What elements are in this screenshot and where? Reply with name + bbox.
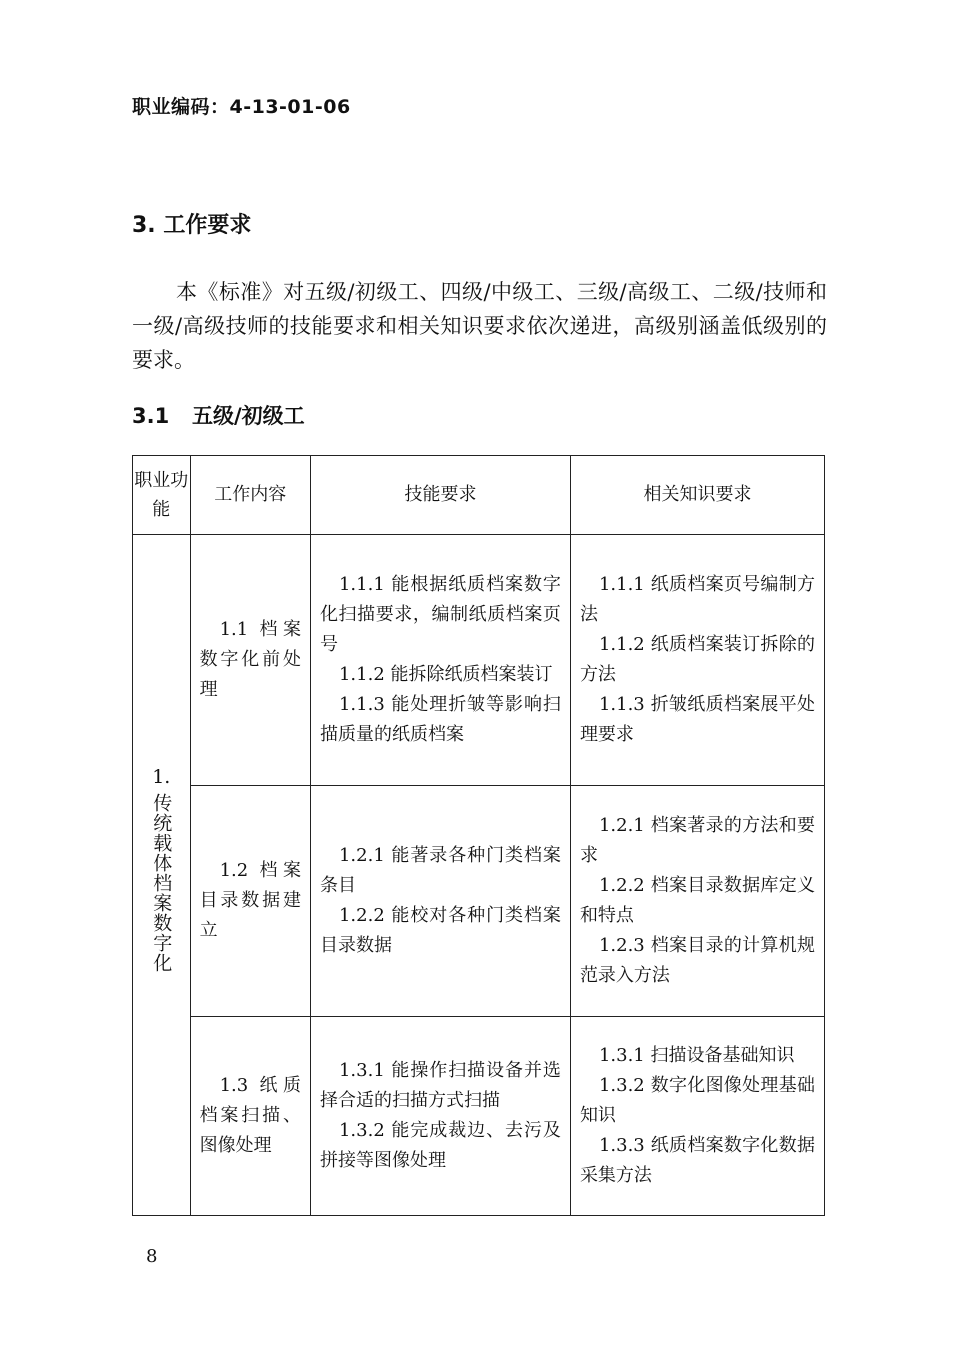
work-content: 1.3 纸质档案扫描、图像处理 bbox=[199, 1075, 301, 1156]
skill-item: 1.1.2 能拆除纸质档案装订 bbox=[338, 664, 553, 685]
skill-item: 1.2.2 能校对各种门类档案目录数据 bbox=[319, 905, 561, 956]
function-number: 1. bbox=[152, 766, 171, 788]
intro-paragraph: 本《标准》对五级/初级工、四级/中级工、三级/高级工、二级/技师和一级/高级技师的技能要求和相关知识要求依次递进，高级别涵盖低级别的要求。 bbox=[132, 280, 827, 372]
table-row bbox=[133, 535, 825, 786]
work-content-cell bbox=[190, 786, 310, 1017]
skill-item: 1.3.1 能操作扫描设备并选择合适的扫描方式扫描 bbox=[319, 1060, 561, 1111]
skills-cell bbox=[310, 1017, 570, 1216]
subsection-title: 五级/初级工 bbox=[192, 404, 305, 428]
work-content-cell bbox=[190, 535, 310, 786]
skill-item: 1.2.1 能著录各种门类档案条目 bbox=[319, 845, 561, 896]
knowledge-item: 1.1.2 纸质档案装订拆除的方法 bbox=[579, 634, 815, 685]
table-row bbox=[133, 786, 825, 1017]
header-knowledge: 相关知识要求 bbox=[570, 456, 824, 535]
work-content: 1.1 档案数字化前处理 bbox=[199, 619, 301, 700]
knowledge-item: 1.3.2 数字化图像处理基础知识 bbox=[579, 1075, 815, 1126]
requirements-table bbox=[132, 455, 825, 1216]
header-content: 工作内容 bbox=[190, 456, 310, 535]
skills-cell bbox=[310, 535, 570, 786]
skill-item: 1.1.3 能处理折皱等影响扫描质量的纸质档案 bbox=[319, 694, 561, 745]
subsection-heading bbox=[132, 400, 305, 430]
subsection-number: 3.1 bbox=[132, 404, 170, 428]
header-skills: 技能要求 bbox=[310, 456, 570, 535]
knowledge-cell bbox=[570, 786, 824, 1017]
skills-cell bbox=[310, 786, 570, 1017]
table-header-row bbox=[133, 456, 825, 535]
knowledge-item: 1.1.3 折皱纸质档案展平处理要求 bbox=[579, 694, 815, 745]
occupation-code: 职业编码：4-13-01-06 bbox=[132, 96, 351, 118]
page-number: 8 bbox=[146, 1246, 158, 1267]
table-row bbox=[133, 1017, 825, 1216]
knowledge-item: 1.3.3 纸质档案数字化数据采集方法 bbox=[579, 1135, 815, 1186]
work-content: 1.2 档案目录数据建立 bbox=[199, 860, 301, 941]
function-cell bbox=[133, 535, 191, 1216]
knowledge-cell bbox=[570, 535, 824, 786]
knowledge-cell bbox=[570, 1017, 824, 1216]
header-function: 职业功能 bbox=[133, 456, 191, 535]
knowledge-item: 1.2.1 档案著录的方法和要求 bbox=[579, 815, 815, 866]
knowledge-item: 1.2.3 档案目录的计算机规范录入方法 bbox=[579, 935, 815, 986]
knowledge-item: 1.2.2 档案目录数据库定义和特点 bbox=[579, 875, 815, 926]
skill-item: 1.1.1 能根据纸质档案数字化扫描要求，编制纸质档案页号 bbox=[319, 574, 561, 655]
knowledge-item: 1.3.1 扫描设备基础知识 bbox=[598, 1045, 795, 1066]
skill-item: 1.3.2 能完成裁边、去污及拼接等图像处理 bbox=[319, 1120, 561, 1171]
work-content-cell bbox=[190, 1017, 310, 1216]
function-text: 传统载体档案数字化 bbox=[150, 793, 173, 973]
knowledge-item: 1.1.1 纸质档案页号编制方法 bbox=[579, 574, 815, 625]
section-heading: 3. 工作要求 bbox=[132, 213, 252, 238]
